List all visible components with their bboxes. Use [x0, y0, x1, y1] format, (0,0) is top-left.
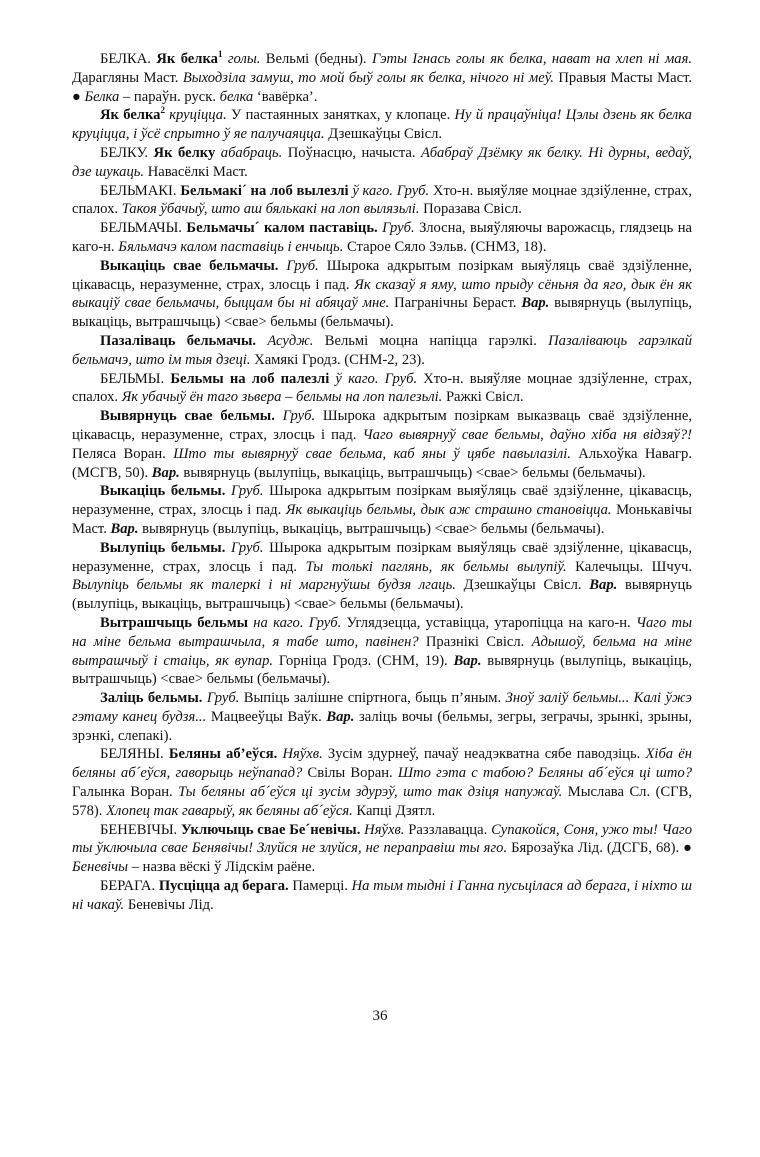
italic-text: Асудж. — [256, 332, 314, 349]
entry-text: вывярнуць (вылупіць, выкаціць, вытрашчыць) <свае> бельмы (бельмачы). — [138, 520, 605, 537]
headword: Вытрашчыць бельмы — [100, 614, 249, 631]
variant-label: Вар. — [453, 652, 482, 669]
entry-text: Зусім здурнеў, пачаў неадэкватна сябе паводзіць. — [322, 746, 646, 763]
dictionary-entry — [72, 219, 692, 257]
italic-text: Ну й працаўніца! Цэлы дзень як белка круціцца, і ўсё спрытно ў яе палучаяцца. — [72, 107, 692, 143]
entry-text: Выпіць залішне спіртнога, быць п’яным. — [239, 690, 506, 707]
italic-text: Як сказаў я яму, што прыду сёньня да яго, дык ён як выкаціў свае бельмачы, быццам бы ні абяцаў мне. — [72, 276, 692, 312]
entry-text: БЕЛЬМАЧЫ. — [100, 220, 187, 237]
italic-text: Абабраў Дзёмку як белку. Ні дурны, ведаў, дзе шукаць. — [72, 144, 692, 180]
entry-text: БЕЛЬМЫ. — [100, 370, 171, 387]
entry-text: Горніца Гродз. (СНМ, 19). — [273, 652, 454, 669]
dictionary-entry — [72, 257, 692, 332]
entry-text: Монькавічы Маст. — [72, 502, 692, 537]
italic-text: Хіба ён беляны аб´еўся, гаворыць неўпапад? — [72, 746, 692, 782]
dictionary-entry — [72, 182, 692, 220]
entry-text: БЕЛЯНЫ. — [100, 746, 169, 763]
entry-text: – параўн. руск. — [119, 88, 220, 105]
italic-text: Выходзіла замуш, то мой быў голы як белка, нічого ні меў. — [182, 69, 554, 86]
italic-text: Груб. — [202, 690, 240, 707]
italic-text: Чаго вывярнуў свае бельмы, даўно хіба ня відзяў?! — [362, 426, 692, 443]
homonym-number: 2 — [160, 105, 165, 116]
entry-text: вывярнуць (вылупіць, выкаціць, вытрашчыць) <свае> бельмы (бельмачы). — [179, 464, 646, 481]
variant-label: Вар. — [110, 520, 139, 537]
entry-text: вывярнуць (вылупіць, выкаціць, вытрашчыць) <свае> бельмы (бельмачы). — [72, 295, 693, 331]
entry-text: Памерці. — [288, 878, 352, 895]
italic-text: Вылупіць бельмы як талеркі і ні маргнуўшы будзя лгаць. — [72, 577, 456, 594]
italic-text: ў каго. Груб. — [348, 182, 430, 199]
headword: Уключыць свае Бе´невічы. — [181, 821, 361, 838]
variant-label: Вар. — [326, 708, 355, 725]
italic-text: Як убачыў ён таго зьвера – бельмы на лоп палезьлі. — [121, 389, 443, 406]
entry-text: вывярнуць (вылупіць, выкаціць, вытрашчыць) <свае> бельмы (бельмачы). — [72, 577, 693, 613]
entry-text: Шырока адкрытым позіркам выяўляць сваё здзіўленне, цікавасць, неразуменне, страх, злосць і пад. — [72, 257, 692, 293]
italic-text: белка — [219, 88, 254, 105]
headword: Пазаліваць бельмачы. — [100, 332, 257, 349]
headword: Бельмакі´ на лоб вылезлі — [180, 182, 349, 199]
entry-text: Бярозаўка Лід. (ДСГБ, 68). ● — [507, 840, 692, 857]
entry-text: Углядзецца, уставіцца, утаропіцца на каго-н. — [341, 614, 636, 631]
headword: Заліць бельмы. — [100, 690, 203, 707]
entry-text: Дзешкаўцы Свісл. — [455, 577, 590, 594]
entry-text: Поразава Свісл. — [419, 201, 522, 218]
homonym-number: 1 — [217, 49, 223, 60]
dictionary-entry — [72, 370, 692, 408]
dictionary-entry — [72, 821, 692, 877]
headword: Як белка — [156, 51, 218, 67]
italic-text: Ты толькі паглянь, як бельмы вылупіў. — [305, 558, 567, 575]
italic-text: Чаго ты на міне бельма вытрашчыла, я табе што, павінен? — [72, 614, 692, 650]
entry-text: Раззлавацца. — [404, 821, 492, 838]
dictionary-entry — [72, 614, 692, 689]
entry-text: Хамякі Гродз. (СНМ-2, 23). — [250, 351, 425, 368]
dictionary-entry — [72, 689, 692, 745]
headword: Бельмачы´ калом паставіць. — [186, 220, 378, 237]
dictionary-entry — [72, 407, 692, 482]
entry-text: Капці Дзятл. — [352, 802, 436, 819]
italic-text: Няўхв. — [360, 821, 405, 838]
entry-text: Мацвееўцы Ваўк. — [206, 708, 327, 725]
entry-text: Дзешкаўцы Свісл. — [324, 126, 443, 143]
entry-text: Празнікі Свісл. — [418, 633, 532, 650]
headword: Беляны аб’еўся. — [168, 746, 278, 763]
entry-text: Пагранічны Бераст. — [389, 295, 522, 312]
entry-text: Дарагляны Маст. — [72, 69, 183, 86]
entry-text: Пеляса Воран. — [72, 445, 174, 462]
dictionary-entry — [72, 745, 692, 820]
entry-text: БЕНЕВІЧЫ. — [100, 821, 182, 838]
entry-text: Старое Сяло Зэльв. (СНМЗ, 18). — [343, 238, 547, 255]
entry-text: БЕРАГА. — [100, 878, 159, 895]
entry-text: Вельмі (бедны). — [260, 51, 372, 67]
headword: Вылупіць бельмы. — [100, 539, 226, 556]
entry-text: Альхоўка Навагр. (МСГВ, 50). — [72, 445, 692, 481]
italic-text: Беневічы — [72, 859, 129, 876]
italic-text: Няўхв. — [277, 746, 323, 763]
italic-text: Ты беляны аб´еўся ці зусім здурэў, што так дзіця напужаў. — [178, 784, 563, 801]
headword: Выкаціць свае бельмачы. — [100, 257, 279, 274]
entry-text: Злосна, выяўляючы варожасць, глядзець на каго-н. — [72, 220, 692, 255]
dictionary-entry — [72, 877, 692, 915]
headword: Выкаціць бельмы. — [100, 483, 226, 500]
italic-text: Як выкаціць бельмы, дык аж страшно становіцца. — [285, 502, 612, 519]
italic-text: Што ты вывярнуў свае бельма, каб яны ў цябе павылазілі. — [173, 445, 571, 462]
headword: Як белку — [153, 144, 216, 161]
entry-text: Шырока адкрытым позіркам выяўляць сваё здзіўленне, цікавасць, неразуменне, страх, злосць і пад. — [72, 539, 692, 575]
italic-text: Груб. — [225, 539, 264, 556]
italic-text: Супакойся, Соня, ужо ты! Чаго ты ўключыла свае Бенявічы! Злуйся не злуйся, не пераправіш ты яго. — [72, 821, 692, 857]
entry-text: – назва вёскі ў Лідскім раёне. — [128, 859, 316, 876]
dictionary-entry — [72, 106, 692, 144]
variant-label: Вар. — [521, 295, 550, 312]
entry-text: Навасёлкі Маст. — [144, 163, 248, 180]
italic-text: Груб. — [278, 257, 319, 274]
entry-text: Вельмі моцна напіцца гарэлкі. — [313, 332, 549, 349]
italic-text: Такоя ўбачыў, што аш бялькакі на лоп вылязьлі. — [121, 201, 420, 218]
italic-text: Адышоў, бельма на міне вытрашчыў і стаіць, як вупар. — [72, 633, 692, 669]
italic-text: абабраць. — [215, 144, 283, 161]
dictionary-entry — [72, 50, 692, 106]
italic-text: Зноў заліў бельмы... Калі ўжэ гэтаму канец будзя... — [72, 690, 692, 725]
italic-text: Што гэта с табою? Беляны аб´еўся ці што? — [397, 765, 692, 782]
dictionary-entry — [72, 144, 692, 182]
headword: Вывярнуць свае бельмы. — [100, 408, 275, 425]
dictionary-entry — [72, 482, 692, 538]
entry-text: БЕЛЬМАКІ. — [100, 182, 181, 199]
entry-text: Галынка Воран. — [72, 784, 179, 801]
entry-text: Шырока адкрытым позіркам выказваць сваё здзіўленне, цікавасць, неразуменне, страх, злосць і пад. — [72, 408, 692, 443]
italic-text: на каго. Груб. — [248, 614, 342, 631]
italic-text: Гэты Ігнась голы як белка, нават на хлеп ні мая. — [371, 51, 692, 67]
entry-text: Хто-н. выяўляе моцнае здзіўленне, страх, спалох. — [72, 370, 692, 406]
entry-text: Свілы Воран. — [302, 765, 398, 782]
entry-text: заліць вочы (бельмы, зегры, зеграчы, зрынкі, зрыны, зрэнкі, слепакі). — [72, 708, 692, 744]
headword: Як белка — [100, 107, 161, 124]
dictionary-entry — [72, 332, 692, 370]
italic-text: Белка — [84, 88, 120, 105]
entry-text: Мыслава Сл. (СГВ, 578). — [72, 784, 693, 819]
entry-text: БЕЛКА. — [100, 51, 157, 67]
italic-text: На тым тыдні і Ганна пусьцілася ад берага, і ніхто ш ні чакаў. — [72, 878, 692, 913]
italic-text: Груб. — [274, 408, 316, 425]
entry-text: БЕЛКУ. — [100, 144, 154, 161]
italic-text: Пазаліваюць гарэлкай бельмачэ, што ім тыя дзеці. — [72, 332, 692, 368]
entry-text: Правыя Масты Маст. ● — [72, 69, 693, 105]
entry-text: Калечыцы. Шчуч. — [566, 558, 692, 575]
variant-label: Вар. — [151, 464, 180, 481]
italic-text: голы. — [222, 51, 261, 67]
entry-text: Поўнасцю, начыста. — [282, 144, 422, 161]
italic-text: Хлопец так гаварыў, як беляны аб´еўся. — [106, 802, 353, 819]
entry-text: Хто-н. выяўляе моцнае здзіўленне, страх, спалох. — [72, 182, 692, 218]
page-number: 36 — [372, 1008, 388, 1024]
entry-text: ‘вавёрка’. — [253, 88, 318, 105]
variant-label: Вар. — [589, 577, 618, 594]
entry-text: Беневічы Лід. — [124, 896, 214, 913]
italic-text: Груб. — [377, 220, 415, 237]
italic-text: круціцца. — [164, 107, 227, 124]
entry-text: вывярнуць (вылупіць, выкаціць, вытрашчыць) <свае> бельмы (бельмачы). — [72, 652, 693, 688]
headword: Пусціцца ад берага. — [158, 878, 289, 895]
headword: Бельмы на лоб палезлі — [170, 370, 330, 387]
italic-text: Бяльмачэ калом паставіць і енчыць. — [118, 238, 344, 255]
italic-text: Груб. — [225, 483, 264, 500]
entry-text: У пастаянных занятках, у клопаце. — [226, 107, 455, 124]
entry-text: Ражкі Свісл. — [442, 389, 524, 406]
italic-text: ў каго. Груб. — [329, 370, 418, 387]
entry-text: Шырока адкрытым позіркам выяўляць сваё здзіўленне, цікавасць, неразуменне, страх, злосць і пад. — [72, 483, 692, 519]
dictionary-entry — [72, 539, 692, 614]
dictionary-page — [72, 50, 692, 915]
